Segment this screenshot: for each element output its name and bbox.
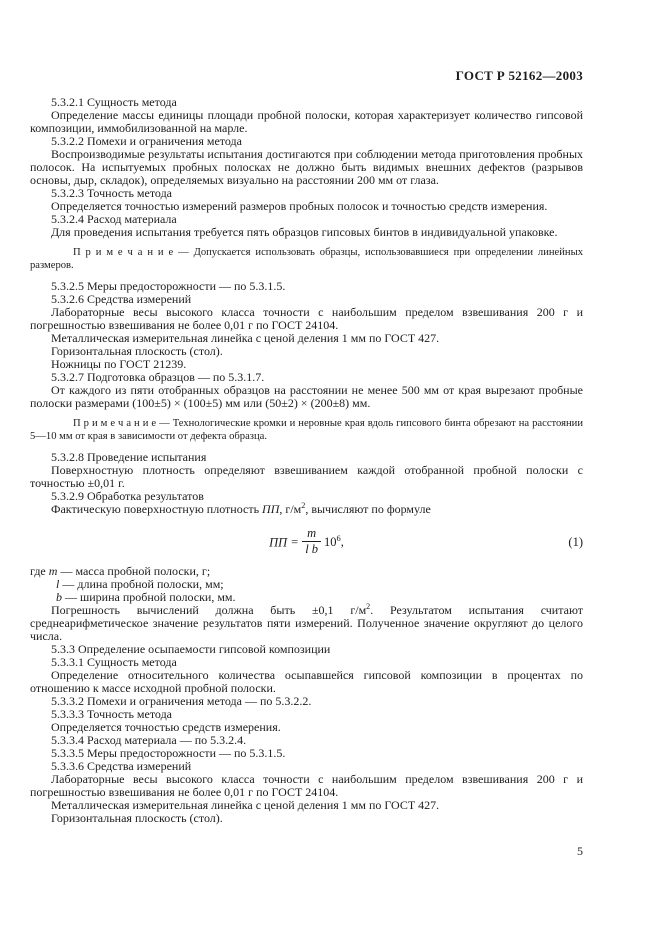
- clause-5336-heading: 5.3.3.6 Средства измерений: [51, 759, 192, 774]
- clause-5336-body-ruler: Металлическая измерительная линейка с ценой деления 1 мм по ГОСТ 427.: [51, 798, 440, 813]
- accuracy-post: . Результатом испытания считают среднеарифметическое значение результатов пяти измерений. Полученное значение округляют до целого числа.: [30, 603, 583, 644]
- clause-5327-body: От каждого из пяти отобранных образцов на расстоянии не менее 500 мм от края вырезают пробные полоски размерами (100±5) × (100±5) мм или (50±2) × (200±8) мм.: [30, 383, 583, 410]
- clause-5323-heading: 5.3.2.3 Точность метода: [51, 186, 173, 200]
- clause-5326-body-ruler: Металлическая измерительная линейка с ценой деления 1 мм по ГОСТ 427.: [51, 331, 440, 345]
- clause-533-heading: 5.3.3 Определение осыпаемости гипсовой композиции: [51, 642, 331, 657]
- formula-lhs: ПП: [269, 535, 288, 550]
- power-exponent: 6: [336, 533, 341, 544]
- accuracy-exponent: 2: [366, 602, 371, 612]
- clause-5333-body: Определяется точностью средств измерения.: [51, 720, 281, 735]
- clause-5321-heading: 5.3.2.1 Сущность метода: [51, 95, 177, 109]
- accuracy-paragraph: [30, 604, 583, 643]
- clause-5324-heading: 5.3.2.4 Расход материала: [51, 212, 177, 226]
- variable-b: b: [56, 590, 62, 605]
- clause-5326-body-scales: Лабораторные весы высокого класса точности с наибольшим пределом взвешивания 200 г и погрешностью взвешивания не более 0,01 г по ГОСТ 24104.: [30, 305, 583, 332]
- legend-intro: где: [30, 564, 49, 579]
- page-number: 5: [577, 844, 583, 858]
- standard-number: ГОСТ Р 52162—2003: [455, 68, 583, 83]
- legend-m-desc: — масса пробной полоски, г;: [57, 564, 211, 579]
- clause-5331-body: Определение относительного количества осыпавшейся гипсовой композиции в процентах по отношению к массе исходной пробной полоски.: [30, 668, 583, 696]
- clause-5333-heading: 5.3.3.3 Точность метода: [51, 707, 173, 722]
- document-body: [30, 96, 583, 825]
- formula-intro: [30, 503, 583, 516]
- clause-5334: 5.3.3.4 Расход материала — по 5.3.2.4.: [51, 733, 247, 748]
- formula-block: [30, 527, 583, 556]
- clause-5331-heading: 5.3.3.1 Сущность метода: [51, 655, 177, 670]
- formula-intro-pre: Фактическую поверхностную плотность: [51, 502, 263, 516]
- clause-5324-body: Для проведения испытания требуется пять образцов гипсовых бинтов в индивидуальной упаковке.: [51, 225, 558, 239]
- clause-5335: 5.3.3.5 Меры предосторожности — по 5.3.1.5.: [51, 746, 286, 761]
- power-factor: [324, 535, 344, 549]
- formula-intro-units: , г/м: [279, 502, 302, 516]
- clause-5336-body-surface: Горизонтальная плоскость (стол).: [51, 811, 223, 826]
- clause-5332: 5.3.3.2 Помехи и ограничения метода — по 5.3.2.2.: [51, 694, 312, 709]
- power-base: 10: [324, 535, 337, 550]
- equals-sign: =: [291, 535, 299, 550]
- clause-5326-body-surface: Горизонтальная плоскость (стол).: [51, 344, 223, 358]
- units-exponent: 2: [301, 501, 306, 510]
- formula-legend: [30, 565, 583, 604]
- clause-5326-body-scissors: Ножницы по ГОСТ 21239.: [51, 357, 187, 371]
- accuracy-pre: Погрешность вычислений должна быть ±0,1 г/м: [51, 603, 367, 618]
- note-samples: П р и м е ч а н и е — Допускается использовать образцы, использовавшиеся при определении линейных размеров.: [30, 247, 583, 271]
- clause-5329-heading: 5.3.2.9 Обработка результатов: [51, 489, 204, 503]
- clause-5325: 5.3.2.5 Меры предосторожности — по 5.3.1.5.: [51, 279, 286, 293]
- note-edges: П р и м е ч а н и е — Технологические кромки и неровные края вдоль гипсового бинта обрезают на расстоянии 5—10 мм от края в зависимости от дефекта образца.: [30, 418, 583, 442]
- clause-5322-body: Воспроизводимые результаты испытания достигаются при соблюдении метода приготовления пробных полосок. На испытуемых пробных полосках не должно быть видимых внешних дефектов (разрывов основы, дыр, складок), определяемых визуально на расстоянии 200 мм от глаза.: [30, 147, 583, 187]
- clause-5327-heading: 5.3.2.7 Подготовка образцов — по 5.3.1.7.: [51, 370, 265, 384]
- formula-1: [269, 527, 344, 556]
- fraction-numerator: m: [302, 527, 321, 542]
- clause-5328-heading: 5.3.2.8 Проведение испытания: [51, 450, 207, 464]
- fraction-denominator: l b: [305, 542, 319, 557]
- page-content: [30, 0, 583, 825]
- clause-5326-heading: 5.3.2.6 Средства измерений: [51, 292, 192, 306]
- equation-number: (1): [568, 534, 583, 549]
- density-symbol: ПП: [262, 502, 280, 516]
- variable-l: l: [56, 577, 60, 592]
- formula-intro-post: , вычисляют по формуле: [305, 502, 431, 516]
- clause-5336-body-scales: Лабораторные весы высокого класса точности с наибольшим пределом взвешивания 200 г и погрешностью взвешивания не более 0,01 г по ГОСТ 24104.: [30, 772, 583, 800]
- legend-b-desc: — ширина пробной полоски, мм.: [62, 590, 236, 605]
- fraction: [302, 527, 321, 556]
- legend-l-desc: — длина пробной полоски, мм;: [59, 577, 224, 592]
- running-header: [30, 68, 583, 83]
- variable-m: m: [48, 564, 58, 579]
- clause-5321-body: Определение массы единицы площади пробной полоски, которая характеризует количество гипсовой композиции, иммобилизованной на марле.: [30, 108, 583, 135]
- formula-comma: ,: [340, 535, 344, 550]
- clause-5328-body: Поверхностную плотность определяют взвешиванием каждой отобранной пробной полоски с точностью ±0,01 г.: [30, 463, 583, 490]
- clause-5323-body: Определяется точностью измерений размеров пробных полосок и точностью средств измерения.: [51, 199, 548, 213]
- clause-5322-heading: 5.3.2.2 Помехи и ограничения метода: [51, 134, 242, 148]
